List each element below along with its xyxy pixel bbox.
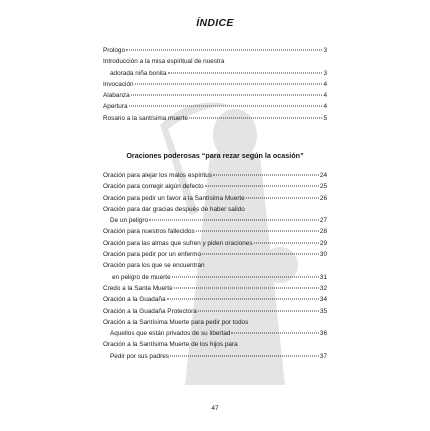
toc-entry-text: Aquellos que están privados de su libertad: [110, 330, 231, 338]
toc-entry-page: 35: [319, 307, 327, 315]
toc-dot-leader: [196, 231, 319, 232]
toc-entry-text: Oración a la Guadaña Protectora: [103, 307, 197, 315]
toc-dot-leader: [149, 220, 319, 221]
page-number: 47: [211, 405, 219, 412]
toc-entry: [103, 45, 327, 56]
toc-dot-leader: [167, 299, 319, 300]
toc-dot-leader: [205, 186, 319, 187]
toc-entry-text: Oración para pedir por un enfermo: [103, 251, 202, 259]
toc-entry-text: Apertura: [103, 103, 128, 111]
toc-entry-page: 28: [319, 228, 327, 236]
toc-dot-leader: [213, 175, 319, 176]
toc-entry: [103, 283, 327, 294]
toc-entry-page: 4: [323, 103, 327, 111]
toc-entry-page: 4: [323, 92, 327, 100]
toc-entry: [103, 294, 327, 305]
toc-entry-page: 30: [319, 251, 327, 259]
toc-dot-leader: [246, 197, 319, 198]
toc-entry-text: Rosario a la santísima muerte: [103, 114, 188, 122]
toc-entry-text: Oración a la Guadaña: [103, 296, 166, 304]
toc-entry: [103, 181, 327, 192]
toc-entry: [103, 328, 327, 339]
toc-entry-text: Alabanza: [103, 92, 130, 100]
toc-entry-text: en peligro de muerte: [112, 273, 171, 281]
toc-entry-text: Invocación: [103, 80, 134, 88]
toc-list-prayers: [103, 170, 327, 362]
toc-entry: [103, 170, 327, 181]
toc-entry-text: adorada niña bonita: [110, 69, 167, 77]
toc-entry: [103, 272, 327, 283]
toc-dot-leader: [254, 242, 319, 243]
toc-entry: [103, 351, 327, 362]
toc-entry-text: Introducción a la misa espiritual de nuestra: [103, 58, 225, 66]
toc-entry: [103, 260, 327, 271]
toc-entry-page: 3: [323, 69, 327, 77]
toc-entry-text: Oración para pedir un favor a la Santísima Muerte: [103, 194, 245, 202]
toc-dot-leader: [231, 333, 318, 334]
toc-entry-page: 29: [319, 239, 327, 247]
toc-entry: [103, 101, 327, 112]
toc-entry: [103, 306, 327, 317]
toc-entry: [103, 79, 327, 90]
toc-entry-text: Oración para corregir algún defecto: [103, 183, 204, 191]
toc-entry-page: 26: [319, 194, 327, 202]
toc-entry: [103, 226, 327, 237]
toc-entry: [103, 238, 327, 249]
toc-entry-page: 4: [323, 80, 327, 88]
toc-dot-leader: [202, 254, 319, 255]
toc-entry: [103, 193, 327, 204]
toc-entry-page: 31: [319, 273, 327, 281]
toc-entry-text: Credo a la Santa Muerte: [103, 284, 173, 292]
toc-dot-leader: [168, 72, 323, 73]
toc-dot-leader: [174, 287, 319, 288]
toc-dot-leader: [189, 117, 323, 118]
toc-entry-page: 34: [319, 296, 327, 304]
toc-entry-text: Pedir por sus padres: [110, 352, 169, 360]
toc-list-intro: [103, 45, 327, 124]
toc-entry-page: 27: [319, 217, 327, 225]
toc-entry: [103, 90, 327, 101]
toc-entry-text: Oración a la Santísima Muerte para pedir por todos: [103, 318, 249, 326]
toc-entry-text: Oración para los que se encuentran: [103, 262, 205, 270]
toc-dot-leader: [131, 95, 323, 96]
toc-entry-text: Prologo: [103, 47, 126, 54]
toc-entry: [103, 317, 327, 328]
toc-entry: [103, 204, 327, 215]
section-heading: Oraciones poderosas “para rezar según la ocasión”: [126, 151, 304, 160]
toc-entry: [103, 56, 327, 67]
toc-dot-leader: [129, 106, 323, 107]
toc-entry-page: 5: [323, 114, 327, 122]
toc-dot-leader: [135, 83, 323, 84]
toc-entry-text: Oración para alejar los malos espíritus: [103, 172, 213, 179]
toc-entry: [103, 68, 327, 79]
toc-entry-text: Oración a la Santísima Muerte de los hijos para: [103, 341, 238, 349]
toc-entry-page: 32: [319, 284, 327, 292]
toc-entry-page: 25: [319, 183, 327, 191]
toc-dot-leader: [170, 355, 319, 356]
toc-entry-text: Oración para las almas que sufren y piden oraciones: [103, 239, 253, 247]
toc-entry-page: 3: [323, 47, 327, 54]
toc-entry: [103, 339, 327, 350]
toc-entry-text: Oración para dar gracias después de haber salido: [103, 205, 245, 213]
page-title: ÍNDICE: [196, 17, 234, 29]
toc-entry-page: 36: [319, 330, 327, 338]
toc-entry-page: 24: [319, 172, 327, 179]
toc-entry: [103, 249, 327, 260]
toc-entry-page: 37: [319, 352, 327, 360]
toc-dot-leader: [198, 310, 319, 311]
toc-dot-leader: [172, 276, 319, 277]
toc-entry: [103, 113, 327, 124]
toc-entry: [103, 215, 327, 226]
toc-entry-text: Oración para nuestros fallecidos: [103, 228, 195, 236]
toc-dot-leader: [126, 50, 322, 51]
toc-entry-text: De un peligro: [110, 217, 149, 225]
